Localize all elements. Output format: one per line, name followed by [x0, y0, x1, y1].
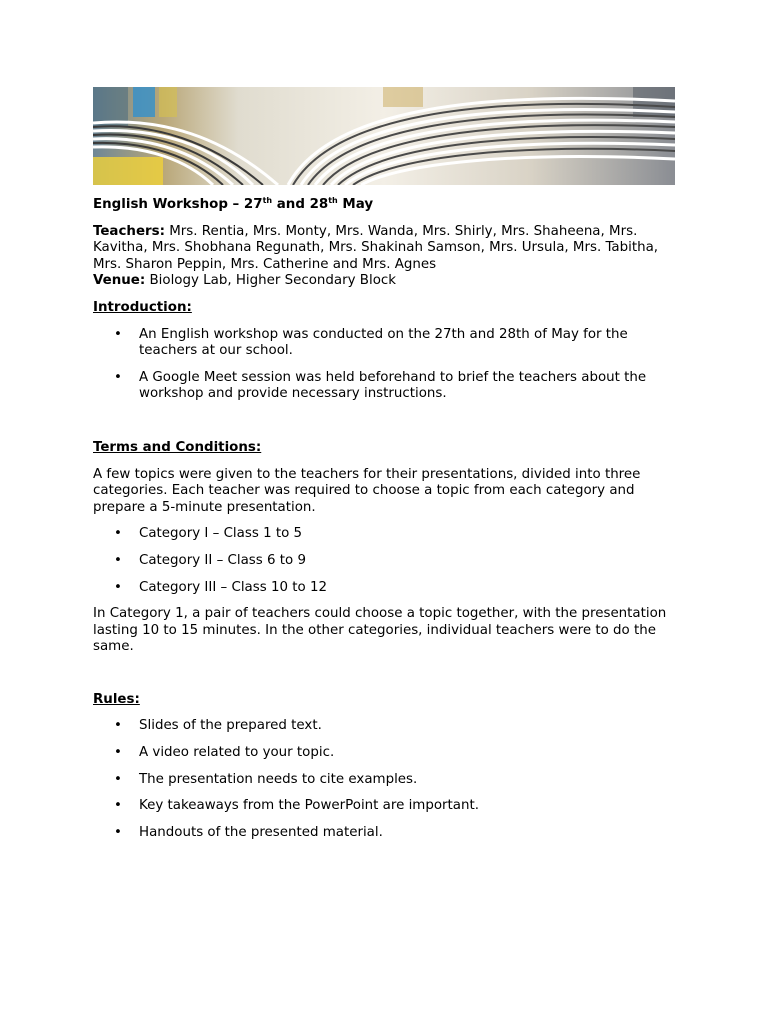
- terms-heading: Terms and Conditions:: [93, 439, 262, 455]
- teachers-line: [93, 224, 683, 274]
- bullet-icon: •: [114, 745, 122, 761]
- bullet-icon: •: [114, 579, 122, 595]
- category-paragraph: In Category 1, a pair of teachers could choose a topic together, with the presentation lasting 10 to 15 minutes. In the other categories, individual teachers were to do the same.: [93, 606, 667, 655]
- bullet-icon: •: [114, 326, 122, 342]
- document-body: [93, 197, 683, 841]
- terms-paragraph: A few topics were given to the teachers for their presentations, divided into three categories. Each teacher was required to choose a topic from each category and prepare a 5-minute presentation.: [93, 466, 641, 515]
- venue-label: Venue:: [93, 273, 146, 289]
- list-item: • Category I – Class 1 to 5: [114, 526, 303, 542]
- introduction-list: [93, 327, 683, 403]
- list-item: • A video related to your topic.: [114, 745, 335, 761]
- teachers-value: Mrs. Rentia, Mrs. Monty, Mrs. Wanda, Mrs. Shirly, Mrs. Shaheena, Mrs. Kavitha, Mrs. Shobhana Regunath, Mrs. Shakinah Samson, Mrs. Ursula, Mrs. Tabitha, Mrs. Sharon Peppin, Mrs. Catherine and Mrs. Agnes: [93, 223, 659, 272]
- bullet-icon: •: [114, 798, 122, 814]
- bullet-icon: •: [114, 526, 122, 542]
- teachers-label: Teachers:: [93, 223, 165, 239]
- rules-heading: Rules:: [93, 691, 140, 707]
- venue-value: Biology Lab, Higher Secondary Block: [145, 273, 397, 289]
- banner-image-open-book: [93, 87, 675, 185]
- document-title: English Workshop – 27th and 28th May: [93, 196, 374, 212]
- list-item: • An English workshop was conducted on the 27th and 28th of May for the teachers at our school.: [114, 326, 628, 359]
- open-book-illustration: [93, 87, 675, 185]
- bullet-icon: •: [114, 552, 122, 568]
- list-item: • The presentation needs to cite examples.: [114, 771, 418, 787]
- bullet-icon: •: [114, 718, 122, 734]
- list-item: • Key takeaways from the PowerPoint are important.: [114, 798, 479, 814]
- list-item: • Slides of the prepared text.: [114, 718, 322, 734]
- rules-list: [93, 718, 683, 841]
- venue-line: [93, 273, 683, 290]
- list-item: • Handouts of the presented material.: [114, 824, 383, 840]
- list-item: • A Google Meet session was held beforehand to brief the teachers about the workshop and provide necessary instructions.: [114, 369, 647, 402]
- list-item: • Category III – Class 10 to 12: [114, 579, 327, 595]
- introduction-heading: Introduction:: [93, 299, 192, 315]
- categories-list: [93, 526, 683, 596]
- list-item: • Category II – Class 6 to 9: [114, 552, 307, 568]
- bullet-icon: •: [114, 771, 122, 787]
- bullet-icon: •: [114, 824, 122, 840]
- bullet-icon: •: [114, 369, 122, 385]
